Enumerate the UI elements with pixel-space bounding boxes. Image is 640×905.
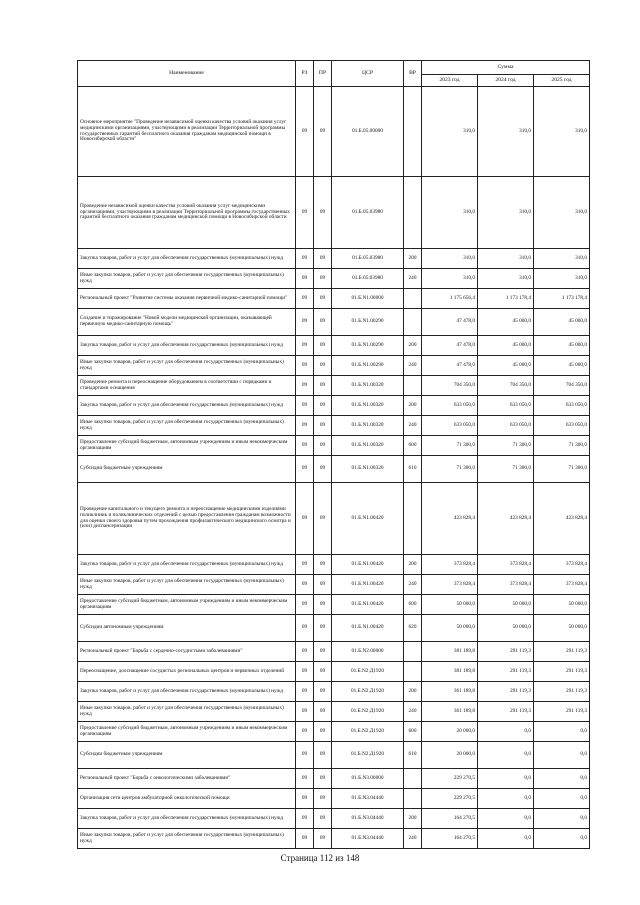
cell-2025: 45 000,0	[534, 309, 590, 336]
cell-name: Иные закупки товаров, работ и услуг для обеспечения государственных (муниципальных) нужд	[78, 356, 296, 376]
cell-vr	[404, 769, 422, 789]
cell-2023: 381 189,8	[422, 642, 478, 662]
table-row	[78, 662, 590, 682]
cell-rz: 09	[296, 456, 314, 483]
cell-rz: 09	[296, 702, 314, 722]
cell-csr: 01.Б.N1.00290	[332, 336, 404, 356]
cell-csr: 01.Б.N1.00320	[332, 416, 404, 436]
cell-pr: 09	[314, 249, 332, 269]
cell-vr: 240	[404, 416, 422, 436]
cell-2024: 310,0	[478, 269, 534, 289]
cell-pr: 09	[314, 682, 332, 702]
table-row	[78, 269, 590, 289]
cell-2025: 0,0	[534, 829, 590, 849]
cell-pr: 09	[314, 483, 332, 555]
header-sum: Сумма	[422, 61, 590, 75]
cell-2023: 20 000,0	[422, 722, 478, 742]
header-year-2023: 2023 год	[422, 75, 478, 87]
cell-rz: 09	[296, 376, 314, 396]
cell-2023: 47 478,0	[422, 356, 478, 376]
cell-csr: 01.Б.N2.Д1920	[332, 682, 404, 702]
cell-rz: 09	[296, 396, 314, 416]
cell-rz: 09	[296, 249, 314, 269]
cell-name: Основное мероприятие "Проведение независимой оценки качества условий оказания услуг медицинскими организациями, участвующими в реализации Территориальной программы государственных гарантий бесплатного оказания гражданам медицинской помощи в Новосибирской области"	[78, 87, 296, 177]
cell-pr: 09	[314, 177, 332, 249]
cell-2025: 71 300,0	[534, 456, 590, 483]
cell-name: Субсидии автономным учреждениям	[78, 615, 296, 642]
cell-2025: 45 000,0	[534, 356, 590, 376]
cell-pr: 09	[314, 396, 332, 416]
cell-2024: 310,0	[478, 249, 534, 269]
cell-2023: 310,0	[422, 177, 478, 249]
cell-rz: 09	[296, 662, 314, 682]
cell-2025: 423 828,4	[534, 483, 590, 555]
cell-pr: 09	[314, 789, 332, 809]
cell-2023: 164 270,5	[422, 809, 478, 829]
cell-2024: 633 050,0	[478, 416, 534, 436]
cell-2025: 50 000,0	[534, 615, 590, 642]
table-row	[78, 555, 590, 575]
cell-2023: 47 478,0	[422, 309, 478, 336]
cell-2025: 633 050,0	[534, 416, 590, 436]
cell-csr: 01.Б.N1.00290	[332, 356, 404, 376]
cell-2023: 50 000,0	[422, 595, 478, 615]
table-row	[78, 249, 590, 269]
table-row	[78, 769, 590, 789]
cell-2023: 361 189,8	[422, 682, 478, 702]
cell-name: Закупка товаров, работ и услуг для обеспечения государственных (муниципальных) нужд	[78, 809, 296, 829]
cell-2024: 0,0	[478, 809, 534, 829]
table-row	[78, 336, 590, 356]
cell-name: Иные закупки товаров, работ и услуг для обеспечения государственных (муниципальных) нужд	[78, 702, 296, 722]
cell-2023: 1 175 656,4	[422, 289, 478, 309]
cell-rz: 09	[296, 829, 314, 849]
cell-rz: 09	[296, 809, 314, 829]
cell-vr	[404, 309, 422, 336]
cell-csr: 01.Б.05.03980	[332, 249, 404, 269]
cell-name: Иные закупки товаров, работ и услуг для обеспечения государственных (муниципальных) нужд	[78, 829, 296, 849]
cell-rz: 09	[296, 416, 314, 436]
cell-rz: 09	[296, 595, 314, 615]
cell-csr: 01.Б.N3.04440	[332, 829, 404, 849]
cell-pr: 09	[314, 436, 332, 456]
cell-vr: 200	[404, 249, 422, 269]
cell-vr: 200	[404, 396, 422, 416]
cell-rz: 09	[296, 269, 314, 289]
cell-2023: 20 000,0	[422, 742, 478, 769]
cell-csr: 01.Б.N1.00320	[332, 396, 404, 416]
cell-vr: 600	[404, 722, 422, 742]
cell-2024: 0,0	[478, 829, 534, 849]
table-row	[78, 456, 590, 483]
cell-2024: 71 300,0	[478, 436, 534, 456]
cell-2024: 50 000,0	[478, 615, 534, 642]
cell-pr: 09	[314, 555, 332, 575]
cell-vr	[404, 87, 422, 177]
cell-csr: 01.Б.N1.00420	[332, 555, 404, 575]
cell-2024: 423 828,4	[478, 483, 534, 555]
cell-pr: 09	[314, 722, 332, 742]
cell-2024: 50 000,0	[478, 595, 534, 615]
cell-name: Региональный проект "Борьба с сердечно-сосудистыми заболеваниями"	[78, 642, 296, 662]
cell-2024: 291 119,3	[478, 682, 534, 702]
cell-vr: 200	[404, 336, 422, 356]
cell-csr: 01.Б.N2.Д1920	[332, 742, 404, 769]
cell-2025: 291 119,3	[534, 682, 590, 702]
cell-2024: 291 119,3	[478, 662, 534, 682]
table-row	[78, 396, 590, 416]
cell-2024: 0,0	[478, 722, 534, 742]
cell-2025: 45 000,0	[534, 336, 590, 356]
cell-2025: 291 119,3	[534, 662, 590, 682]
cell-2025: 1 173 178,4	[534, 289, 590, 309]
cell-name: Закупка товаров, работ и услуг для обеспечения государственных (муниципальных) нужд	[78, 396, 296, 416]
table-row	[78, 809, 590, 829]
cell-2023: 373 828,4	[422, 575, 478, 595]
header-csr: ЦСР	[332, 61, 404, 87]
table-row	[78, 416, 590, 436]
cell-pr: 09	[314, 615, 332, 642]
cell-2024: 1 173 178,4	[478, 289, 534, 309]
cell-name: Закупка товаров, работ и услуг для обеспечения государственных (муниципальных) нужд	[78, 555, 296, 575]
cell-2023: 71 300,0	[422, 456, 478, 483]
cell-csr: 01.Б.N1.00420	[332, 483, 404, 555]
cell-name: Закупка товаров, работ и услуг для обеспечения государственных (муниципальных) нужд	[78, 682, 296, 702]
table-row	[78, 87, 590, 177]
cell-2023: 361 189,8	[422, 702, 478, 722]
table-body	[78, 87, 590, 849]
header-rz: РЗ	[296, 61, 314, 87]
cell-rz: 09	[296, 742, 314, 769]
cell-name: Иные закупки товаров, работ и услуг для обеспечения государственных (муниципальных) нужд	[78, 269, 296, 289]
cell-pr: 09	[314, 87, 332, 177]
cell-rz: 09	[296, 789, 314, 809]
cell-2024: 45 000,0	[478, 356, 534, 376]
cell-pr: 09	[314, 269, 332, 289]
cell-vr: 240	[404, 575, 422, 595]
cell-vr: 240	[404, 702, 422, 722]
cell-csr: 01.Б.05.00000	[332, 87, 404, 177]
table-row	[78, 615, 590, 642]
cell-rz: 09	[296, 769, 314, 789]
table-row	[78, 742, 590, 769]
cell-name: Проведение независимой оценки качества условий оказания услуг медицинскими организациями, участвующими в реализации Территориальной программы государственных гарантий бесплатного оказания гражданам медицинской помощи в Новосибирской области	[78, 177, 296, 249]
cell-rz: 09	[296, 177, 314, 249]
header-pr: ПР	[314, 61, 332, 87]
table-row	[78, 702, 590, 722]
header-vr: ВР	[404, 61, 422, 87]
cell-2024: 0,0	[478, 769, 534, 789]
table-row	[78, 356, 590, 376]
table-row	[78, 436, 590, 456]
cell-2024: 291 119,3	[478, 642, 534, 662]
cell-rz: 09	[296, 555, 314, 575]
cell-csr: 01.Б.N2.Д1920	[332, 702, 404, 722]
cell-pr: 09	[314, 809, 332, 829]
cell-name: Закупка товаров, работ и услуг для обеспечения государственных (муниципальных) нужд	[78, 249, 296, 269]
cell-2024: 310,0	[478, 87, 534, 177]
page-number: Страница 112 из 148	[280, 853, 360, 863]
cell-2025: 633 050,0	[534, 396, 590, 416]
cell-name: Создание и тиражирование "Новой модели медицинской организации, оказывающей первичную медико-санитарную помощь"	[78, 309, 296, 336]
cell-pr: 09	[314, 289, 332, 309]
cell-2025: 291 119,3	[534, 702, 590, 722]
cell-pr: 09	[314, 642, 332, 662]
table-row	[78, 682, 590, 702]
cell-vr: 240	[404, 269, 422, 289]
cell-2025: 310,0	[534, 269, 590, 289]
cell-name: Региональный проект "Борьба с онкологическими заболеваниями"	[78, 769, 296, 789]
cell-2024: 0,0	[478, 789, 534, 809]
cell-pr: 09	[314, 416, 332, 436]
cell-2025: 291 119,3	[534, 642, 590, 662]
cell-vr	[404, 177, 422, 249]
table-row	[78, 289, 590, 309]
cell-csr: 01.Б.N1.00320	[332, 456, 404, 483]
cell-pr: 09	[314, 702, 332, 722]
cell-vr: 610	[404, 742, 422, 769]
table-row	[78, 309, 590, 336]
cell-vr: 610	[404, 456, 422, 483]
cell-2023: 310,0	[422, 87, 478, 177]
table-row	[78, 722, 590, 742]
cell-2025: 0,0	[534, 769, 590, 789]
cell-2024: 71 300,0	[478, 456, 534, 483]
cell-2024: 704 350,0	[478, 376, 534, 396]
cell-vr	[404, 642, 422, 662]
cell-csr: 01.Б.05.03980	[332, 177, 404, 249]
cell-rz: 09	[296, 575, 314, 595]
cell-vr: 240	[404, 356, 422, 376]
cell-pr: 09	[314, 595, 332, 615]
cell-pr: 09	[314, 376, 332, 396]
cell-pr: 09	[314, 336, 332, 356]
cell-2025: 373 828,4	[534, 555, 590, 575]
cell-2025: 50 000,0	[534, 595, 590, 615]
cell-2025: 0,0	[534, 809, 590, 829]
cell-name: Субсидии бюджетным учреждениям	[78, 742, 296, 769]
table-row	[78, 177, 590, 249]
cell-csr: 01.Б.N2.Д1920	[332, 722, 404, 742]
cell-2025: 373 828,4	[534, 575, 590, 595]
cell-csr: 01.Б.N3.04440	[332, 789, 404, 809]
cell-csr: 01.Б.N2.Д1920	[332, 662, 404, 682]
cell-2025: 0,0	[534, 722, 590, 742]
cell-2023: 47 478,0	[422, 336, 478, 356]
cell-name: Проведение ремонта и переоснащение оборудованием в соответствии с порядками и стандартами оснащения	[78, 376, 296, 396]
cell-2023: 50 000,0	[422, 615, 478, 642]
cell-rz: 09	[296, 309, 314, 336]
cell-csr: 01.Б.05.03980	[332, 269, 404, 289]
cell-csr: 01.Б.N1.00420	[332, 575, 404, 595]
cell-2023: 164 270,5	[422, 829, 478, 849]
cell-csr: 01.Б.N1.00290	[332, 309, 404, 336]
cell-2024: 373 828,4	[478, 555, 534, 575]
table-row	[78, 829, 590, 849]
cell-2023: 310,0	[422, 269, 478, 289]
cell-rz: 09	[296, 483, 314, 555]
cell-name: Региональный проект "Развитие системы оказания первичной медико-санитарной помощи"	[78, 289, 296, 309]
budget-table	[77, 60, 590, 849]
table-row	[78, 376, 590, 396]
cell-rz: 09	[296, 289, 314, 309]
cell-rz: 09	[296, 336, 314, 356]
cell-2025: 0,0	[534, 789, 590, 809]
cell-vr: 200	[404, 682, 422, 702]
cell-rz: 09	[296, 722, 314, 742]
cell-2025: 704 350,0	[534, 376, 590, 396]
cell-csr: 01.Б.N1.00420	[332, 595, 404, 615]
cell-pr: 09	[314, 575, 332, 595]
table-row	[78, 642, 590, 662]
cell-2024: 373 828,4	[478, 575, 534, 595]
cell-name: Иные закупки товаров, работ и услуг для обеспечения государственных (муниципальных) нужд	[78, 575, 296, 595]
header-year-2025: 2025 год	[534, 75, 590, 87]
cell-2024: 633 050,0	[478, 396, 534, 416]
cell-pr: 09	[314, 769, 332, 789]
cell-2023: 704 350,0	[422, 376, 478, 396]
table-row	[78, 483, 590, 555]
cell-2023: 633 050,0	[422, 416, 478, 436]
cell-2025: 310,0	[534, 87, 590, 177]
cell-pr: 09	[314, 742, 332, 769]
cell-2023: 229 270,5	[422, 769, 478, 789]
cell-rz: 09	[296, 436, 314, 456]
cell-name: Предоставление субсидий бюджетным, автономным учреждениям и иным некоммерческим организациям	[78, 436, 296, 456]
cell-name: Предоставление субсидий бюджетным, автономным учреждениям и иным некоммерческим организациям	[78, 722, 296, 742]
cell-pr: 09	[314, 309, 332, 336]
table-row	[78, 789, 590, 809]
cell-2023: 229 270,5	[422, 789, 478, 809]
cell-csr: 01.Б.N2.00000	[332, 642, 404, 662]
cell-rz: 09	[296, 642, 314, 662]
table-row	[78, 575, 590, 595]
cell-2025: 310,0	[534, 249, 590, 269]
cell-rz: 09	[296, 356, 314, 376]
cell-vr	[404, 789, 422, 809]
cell-name: Закупка товаров, работ и услуг для обеспечения государственных (муниципальных) нужд	[78, 336, 296, 356]
cell-2024: 45 000,0	[478, 309, 534, 336]
cell-csr: 01.Б.N1.00000	[332, 289, 404, 309]
cell-pr: 09	[314, 662, 332, 682]
cell-2025: 71 300,0	[534, 436, 590, 456]
cell-name: Предоставление субсидий бюджетным, автономным учреждениям и иным некоммерческим организациям	[78, 595, 296, 615]
cell-csr: 01.Б.N1.00420	[332, 615, 404, 642]
cell-name: Иные закупки товаров, работ и услуг для обеспечения государственных (муниципальных) нужд	[78, 416, 296, 436]
cell-pr: 09	[314, 456, 332, 483]
cell-2023: 71 300,0	[422, 436, 478, 456]
cell-2023: 373 828,4	[422, 555, 478, 575]
cell-2025: 0,0	[534, 742, 590, 769]
cell-name: Организация сети центров амбулаторной онкологической помощи	[78, 789, 296, 809]
cell-2023: 381 189,8	[422, 662, 478, 682]
cell-vr: 620	[404, 615, 422, 642]
cell-vr	[404, 483, 422, 555]
cell-2025: 310,0	[534, 177, 590, 249]
cell-vr: 200	[404, 809, 422, 829]
cell-rz: 09	[296, 682, 314, 702]
cell-csr: 01.Б.N3.00000	[332, 769, 404, 789]
cell-csr: 01.Б.N1.00320	[332, 436, 404, 456]
table-row	[78, 595, 590, 615]
cell-name: Проведение капитального и текущего ремонта и переоснащение медицинскими изделиями поликлиник и поликлинических отделений с целью предоставления гражданам возможности для оценки своего здоровья путем прохождения профилактического медицинского осмотра и (или) диспансеризации	[78, 483, 296, 555]
cell-2024: 291 119,3	[478, 702, 534, 722]
cell-pr: 09	[314, 829, 332, 849]
cell-vr	[404, 289, 422, 309]
cell-rz: 09	[296, 615, 314, 642]
cell-name: Субсидии бюджетным учреждениям	[78, 456, 296, 483]
cell-2023: 423 828,4	[422, 483, 478, 555]
header-year-2024: 2024 год	[478, 75, 534, 87]
cell-rz: 09	[296, 87, 314, 177]
cell-vr: 240	[404, 829, 422, 849]
cell-vr: 200	[404, 555, 422, 575]
cell-vr	[404, 662, 422, 682]
cell-2024: 45 000,0	[478, 336, 534, 356]
cell-csr: 01.Б.N3.04440	[332, 809, 404, 829]
cell-csr: 01.Б.N1.00320	[332, 376, 404, 396]
cell-vr: 600	[404, 436, 422, 456]
cell-2023: 310,0	[422, 249, 478, 269]
cell-name: Переоснащение, дооснащение сосудистых региональных центров и первичных отделений	[78, 662, 296, 682]
cell-2024: 310,0	[478, 177, 534, 249]
cell-pr: 09	[314, 356, 332, 376]
cell-2024: 0,0	[478, 742, 534, 769]
header-name: Наименование	[78, 61, 296, 87]
cell-2023: 633 050,0	[422, 396, 478, 416]
cell-vr	[404, 376, 422, 396]
cell-vr: 600	[404, 595, 422, 615]
